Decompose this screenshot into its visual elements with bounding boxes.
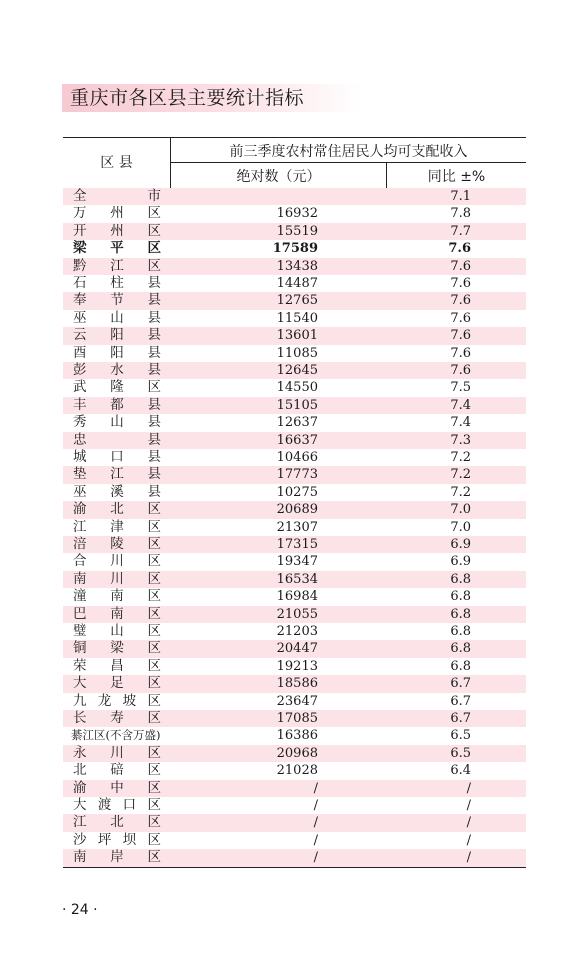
income-yoy: 6.8 bbox=[450, 658, 471, 674]
income-absolute: 12765 bbox=[276, 293, 318, 309]
district-name: 渝 中 区 bbox=[73, 779, 161, 796]
income-yoy: / bbox=[466, 780, 471, 796]
district-name: 忠 县 bbox=[73, 431, 161, 448]
table-row bbox=[63, 797, 526, 814]
income-absolute: 11085 bbox=[276, 345, 318, 361]
income-absolute: 20968 bbox=[276, 745, 318, 761]
income-yoy: 7.6 bbox=[450, 363, 471, 378]
income-absolute: 13438 bbox=[276, 258, 318, 274]
income-absolute: 16984 bbox=[276, 589, 318, 605]
income-yoy: 7.0 bbox=[450, 519, 471, 535]
income-yoy: 6.4 bbox=[450, 763, 471, 779]
district-name: 长 寿 区 bbox=[73, 710, 161, 726]
income-absolute: 14487 bbox=[276, 276, 318, 291]
income-absolute: 16534 bbox=[276, 571, 318, 587]
table-header bbox=[63, 137, 526, 188]
table-row bbox=[63, 345, 526, 362]
income-absolute: 10466 bbox=[276, 450, 318, 465]
district-name: 巫 山 县 bbox=[73, 309, 161, 326]
district-name: 丰 都 县 bbox=[73, 396, 161, 413]
table-row bbox=[63, 466, 526, 483]
header-absolute: 绝对数（元） bbox=[236, 169, 321, 185]
income-absolute: 15105 bbox=[276, 397, 318, 413]
income-yoy: 6.8 bbox=[450, 641, 471, 657]
table-row bbox=[63, 832, 526, 849]
income-absolute: 16637 bbox=[276, 432, 318, 448]
income-yoy: 6.8 bbox=[450, 606, 471, 622]
income-yoy: 7.4 bbox=[450, 415, 471, 431]
income-yoy: 7.6 bbox=[450, 328, 471, 344]
district-name: 全 市 bbox=[73, 188, 161, 204]
income-yoy: / bbox=[466, 798, 471, 813]
district-name: 石 柱 县 bbox=[73, 275, 161, 291]
income-yoy: 6.7 bbox=[450, 711, 471, 726]
table-row bbox=[63, 449, 526, 466]
header-mid-rule bbox=[171, 162, 526, 163]
district-name: 万 州 区 bbox=[73, 205, 161, 222]
income-yoy: 7.1 bbox=[450, 189, 471, 204]
district-name: 綦江区(不含万盛) bbox=[71, 728, 161, 743]
income-absolute: / bbox=[313, 832, 318, 848]
income-yoy: 7.6 bbox=[450, 310, 471, 326]
table-row bbox=[63, 727, 526, 744]
income-absolute: 17085 bbox=[276, 711, 318, 726]
income-yoy: 6.5 bbox=[450, 745, 471, 761]
district-name: 渝 北 区 bbox=[73, 501, 161, 518]
district-name: 北 碚 区 bbox=[73, 762, 161, 779]
income-absolute: 19347 bbox=[276, 554, 318, 570]
district-name: 江 北 区 bbox=[73, 814, 161, 831]
district-name: 大 足 区 bbox=[73, 675, 161, 692]
district-name: 合 川 区 bbox=[73, 553, 161, 570]
table-row bbox=[63, 571, 526, 588]
income-yoy: 7.6 bbox=[448, 241, 471, 257]
table-row bbox=[63, 762, 526, 779]
district-name: 大 渡 口 区 bbox=[73, 797, 161, 813]
district-name: 垫 江 县 bbox=[73, 466, 161, 483]
income-yoy: 7.2 bbox=[450, 484, 471, 500]
district-name: 南 川 区 bbox=[73, 570, 161, 587]
district-name: 彭 水 县 bbox=[73, 362, 161, 378]
table-row bbox=[63, 240, 526, 257]
table-row bbox=[63, 258, 526, 275]
income-absolute: 10275 bbox=[276, 484, 318, 500]
header-yoy: 同比 ±% bbox=[427, 169, 486, 185]
table-row bbox=[63, 223, 526, 240]
income-absolute: 19213 bbox=[276, 658, 318, 674]
page-title: 重庆市各区县主要统计指标 bbox=[70, 87, 305, 109]
table-row bbox=[63, 623, 526, 640]
income-yoy: 7.6 bbox=[450, 258, 471, 274]
table-row bbox=[63, 292, 526, 309]
table-row bbox=[63, 519, 526, 536]
income-absolute: 17315 bbox=[276, 537, 318, 552]
table-row bbox=[63, 397, 526, 414]
table-row bbox=[63, 675, 526, 692]
income-yoy: 6.7 bbox=[450, 676, 471, 692]
table-row bbox=[63, 327, 526, 344]
district-name: 铜 梁 区 bbox=[73, 640, 161, 657]
table-row bbox=[63, 362, 526, 379]
table-bottom-rule bbox=[63, 867, 526, 868]
income-absolute: / bbox=[313, 815, 318, 831]
income-absolute: 18586 bbox=[276, 676, 318, 692]
district-name: 巫 溪 县 bbox=[73, 483, 161, 500]
table-row bbox=[63, 205, 526, 222]
income-yoy: 7.2 bbox=[450, 467, 471, 483]
district-name: 璧 山 区 bbox=[73, 623, 161, 639]
income-absolute: 17773 bbox=[276, 467, 318, 483]
income-yoy: / bbox=[466, 815, 471, 831]
income-yoy: 7.0 bbox=[450, 502, 471, 518]
page-number: · 24 · bbox=[62, 902, 98, 918]
district-name: 涪 陵 区 bbox=[73, 536, 161, 552]
table-row bbox=[63, 484, 526, 501]
table-row bbox=[63, 432, 526, 449]
table-row bbox=[63, 414, 526, 431]
table-row bbox=[63, 745, 526, 762]
income-yoy: 7.4 bbox=[450, 397, 471, 413]
income-yoy: 7.2 bbox=[450, 450, 471, 465]
income-absolute: 20447 bbox=[276, 641, 318, 657]
header-district: 区 县 bbox=[100, 155, 133, 171]
income-absolute: 16932 bbox=[276, 206, 318, 222]
district-name: 开 州 区 bbox=[73, 222, 161, 239]
income-yoy: 7.3 bbox=[450, 432, 471, 448]
district-name: 云 阳 县 bbox=[73, 327, 161, 344]
income-yoy: 7.7 bbox=[450, 223, 471, 239]
district-name: 秀 山 县 bbox=[73, 414, 161, 431]
table-row bbox=[63, 275, 526, 292]
income-yoy: 6.8 bbox=[450, 589, 471, 605]
income-yoy: 7.5 bbox=[450, 380, 471, 396]
district-name: 黔 江 区 bbox=[73, 257, 161, 274]
district-name: 九 龙 坡 区 bbox=[73, 692, 161, 709]
income-absolute: 21028 bbox=[276, 763, 318, 779]
income-yoy: 6.9 bbox=[450, 554, 471, 570]
income-absolute: 21203 bbox=[276, 624, 318, 639]
table-row bbox=[63, 640, 526, 657]
table-row bbox=[63, 310, 526, 327]
table-row bbox=[63, 693, 526, 710]
income-absolute: 11540 bbox=[276, 310, 318, 326]
district-name: 永 川 区 bbox=[73, 744, 161, 761]
table-row bbox=[63, 606, 526, 623]
table-row bbox=[63, 501, 526, 518]
income-yoy: 7.8 bbox=[450, 206, 471, 222]
income-yoy: / bbox=[466, 850, 471, 866]
income-absolute: 16386 bbox=[276, 728, 318, 744]
income-absolute: 13601 bbox=[276, 328, 318, 344]
header-group: 前三季度农村常住居民人均可支配收入 bbox=[229, 144, 468, 160]
table-row bbox=[63, 710, 526, 727]
table-row bbox=[63, 849, 526, 866]
district-name: 奉 节 县 bbox=[73, 292, 161, 309]
income-absolute: 23647 bbox=[276, 693, 318, 709]
income-absolute: 21307 bbox=[276, 519, 318, 535]
income-absolute: 12637 bbox=[276, 415, 318, 431]
table-row bbox=[63, 814, 526, 831]
income-yoy: 7.6 bbox=[450, 276, 471, 291]
income-absolute: / bbox=[313, 798, 318, 813]
district-name: 江 津 区 bbox=[73, 518, 161, 535]
district-name: 巴 南 区 bbox=[73, 605, 161, 622]
district-name: 梁 平 区 bbox=[73, 240, 161, 257]
table-row bbox=[63, 658, 526, 675]
income-absolute: 17589 bbox=[272, 241, 318, 257]
table-row bbox=[63, 588, 526, 605]
income-absolute: 20689 bbox=[276, 502, 318, 518]
income-yoy: 7.6 bbox=[450, 345, 471, 361]
district-name: 城 口 县 bbox=[73, 449, 161, 465]
income-yoy: 6.8 bbox=[450, 624, 471, 639]
income-yoy: 6.7 bbox=[450, 693, 471, 709]
district-name: 荣 昌 区 bbox=[73, 657, 161, 674]
district-name: 潼 南 区 bbox=[73, 588, 161, 605]
income-absolute: 21055 bbox=[276, 606, 318, 622]
income-absolute: / bbox=[313, 850, 318, 866]
table-row bbox=[63, 536, 526, 553]
district-name: 沙 坪 坝 区 bbox=[73, 831, 161, 848]
income-yoy: 6.5 bbox=[450, 728, 471, 744]
income-yoy: 6.8 bbox=[450, 571, 471, 587]
table-row bbox=[63, 780, 526, 797]
table-row bbox=[63, 553, 526, 570]
income-yoy: / bbox=[466, 832, 471, 848]
income-absolute: 12645 bbox=[276, 363, 318, 378]
table-row bbox=[63, 379, 526, 396]
income-yoy: 7.6 bbox=[450, 293, 471, 309]
district-name: 南 岸 区 bbox=[73, 849, 161, 866]
district-name: 武 隆 区 bbox=[73, 379, 161, 396]
table-row bbox=[63, 188, 526, 205]
income-absolute: 15519 bbox=[276, 223, 318, 239]
income-absolute: 14550 bbox=[276, 380, 318, 396]
income-absolute: / bbox=[313, 780, 318, 796]
income-yoy: 6.9 bbox=[450, 537, 471, 552]
district-name: 酉 阳 县 bbox=[73, 344, 161, 361]
